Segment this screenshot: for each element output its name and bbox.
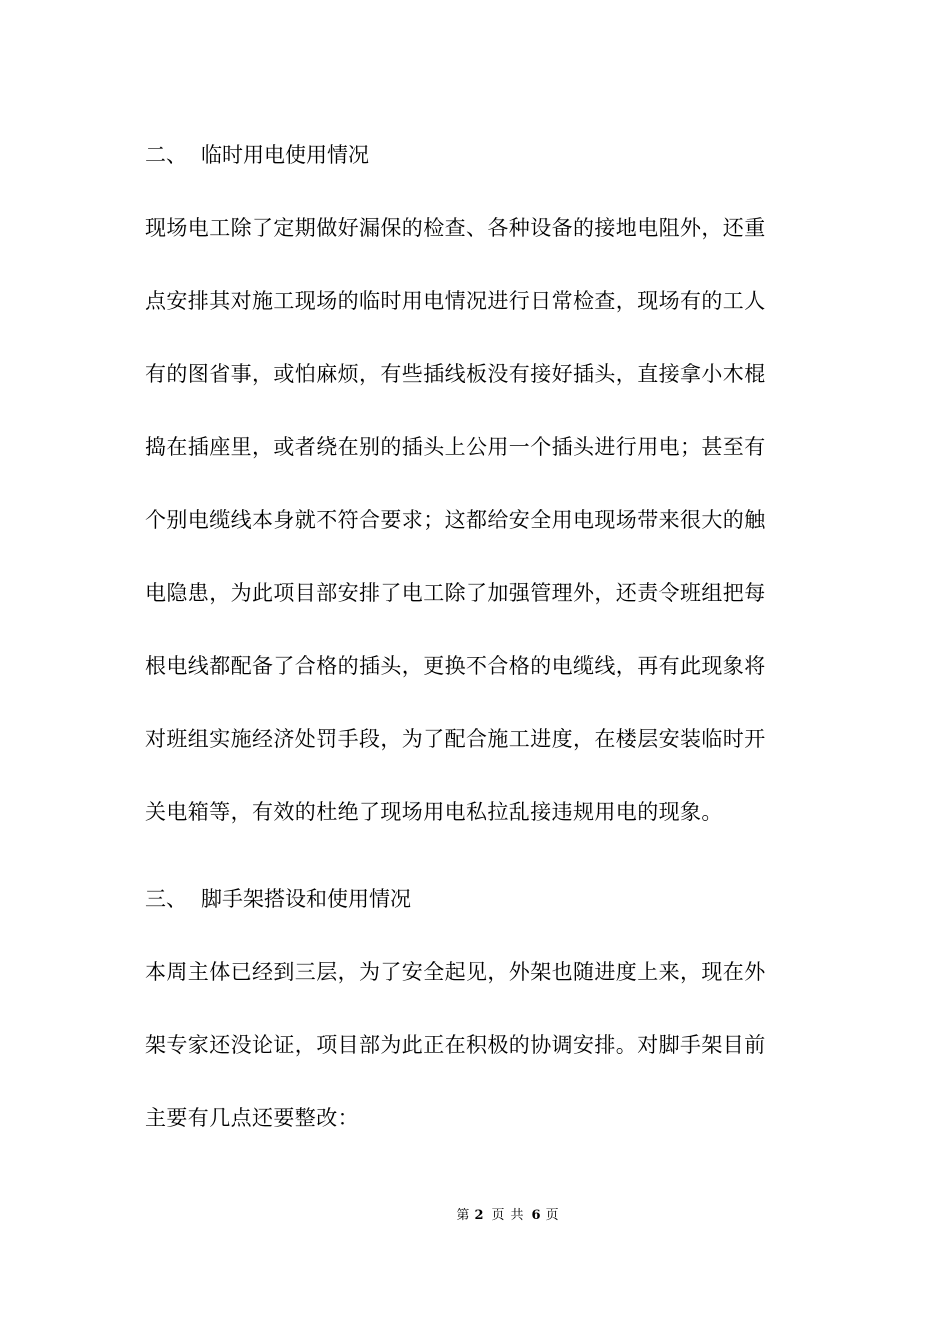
paragraph-line: 有的图省事，或怕麻烦，有些插线板没有接好插头，直接拿小木棍 (145, 362, 766, 386)
paragraph-line: 主要有几点还要整改： (145, 1106, 359, 1130)
footer-page-number: 2 (474, 1208, 484, 1223)
paragraph-line: 点安排其对施工现场的临时用电情况进行日常检查，现场有的工人 (145, 289, 766, 313)
footer-total-pages: 6 (531, 1208, 541, 1223)
footer-suffix: 页 (545, 1208, 559, 1223)
paragraph-line: 个别电缆线本身就不符合要求；这都给安全用电现场带来很大的触 (145, 508, 766, 532)
paragraph-line: 捣在插座里，或者绕在别的插头上公用一个插头进行用电；甚至有 (145, 435, 766, 459)
paragraph-line: 对班组实施经济处罚手段，为了配合施工进度，在楼层安装临时开 (145, 727, 766, 751)
paragraph-line: 本周主体已经到三层，为了安全起见，外架也随进度上来，现在外 (145, 960, 766, 984)
section-2-title: 临时用电使用情况 (201, 143, 369, 167)
footer-prefix: 第 (456, 1208, 470, 1223)
section-3-title: 脚手架搭设和使用情况 (201, 887, 411, 911)
paragraph-line: 根电线都配备了合格的插头，更换不合格的电缆线，再有此现象将 (145, 654, 766, 678)
paragraph-line: 现场电工除了定期做好漏保的检查、各种设备的接地电阻外，还重 (145, 216, 766, 240)
paragraph-line: 架专家还没论证，项目部为此正在积极的协调安排。对脚手架目前 (145, 1033, 766, 1057)
paragraph-line: 电隐患，为此项目部安排了电工除了加强管理外，还责令班组把每 (145, 581, 766, 605)
footer-word: 共 (510, 1208, 524, 1223)
section-3-heading (145, 884, 411, 914)
paragraph-line: 关电箱等，有效的杜绝了现场用电私拉乱接违规用电的现象。 (145, 800, 723, 824)
page-footer (0, 1207, 950, 1225)
section-2-number: 二、 (145, 143, 187, 167)
section-2-heading (145, 140, 369, 170)
footer-word: 页 (491, 1208, 505, 1223)
section-3-number: 三、 (145, 887, 187, 911)
